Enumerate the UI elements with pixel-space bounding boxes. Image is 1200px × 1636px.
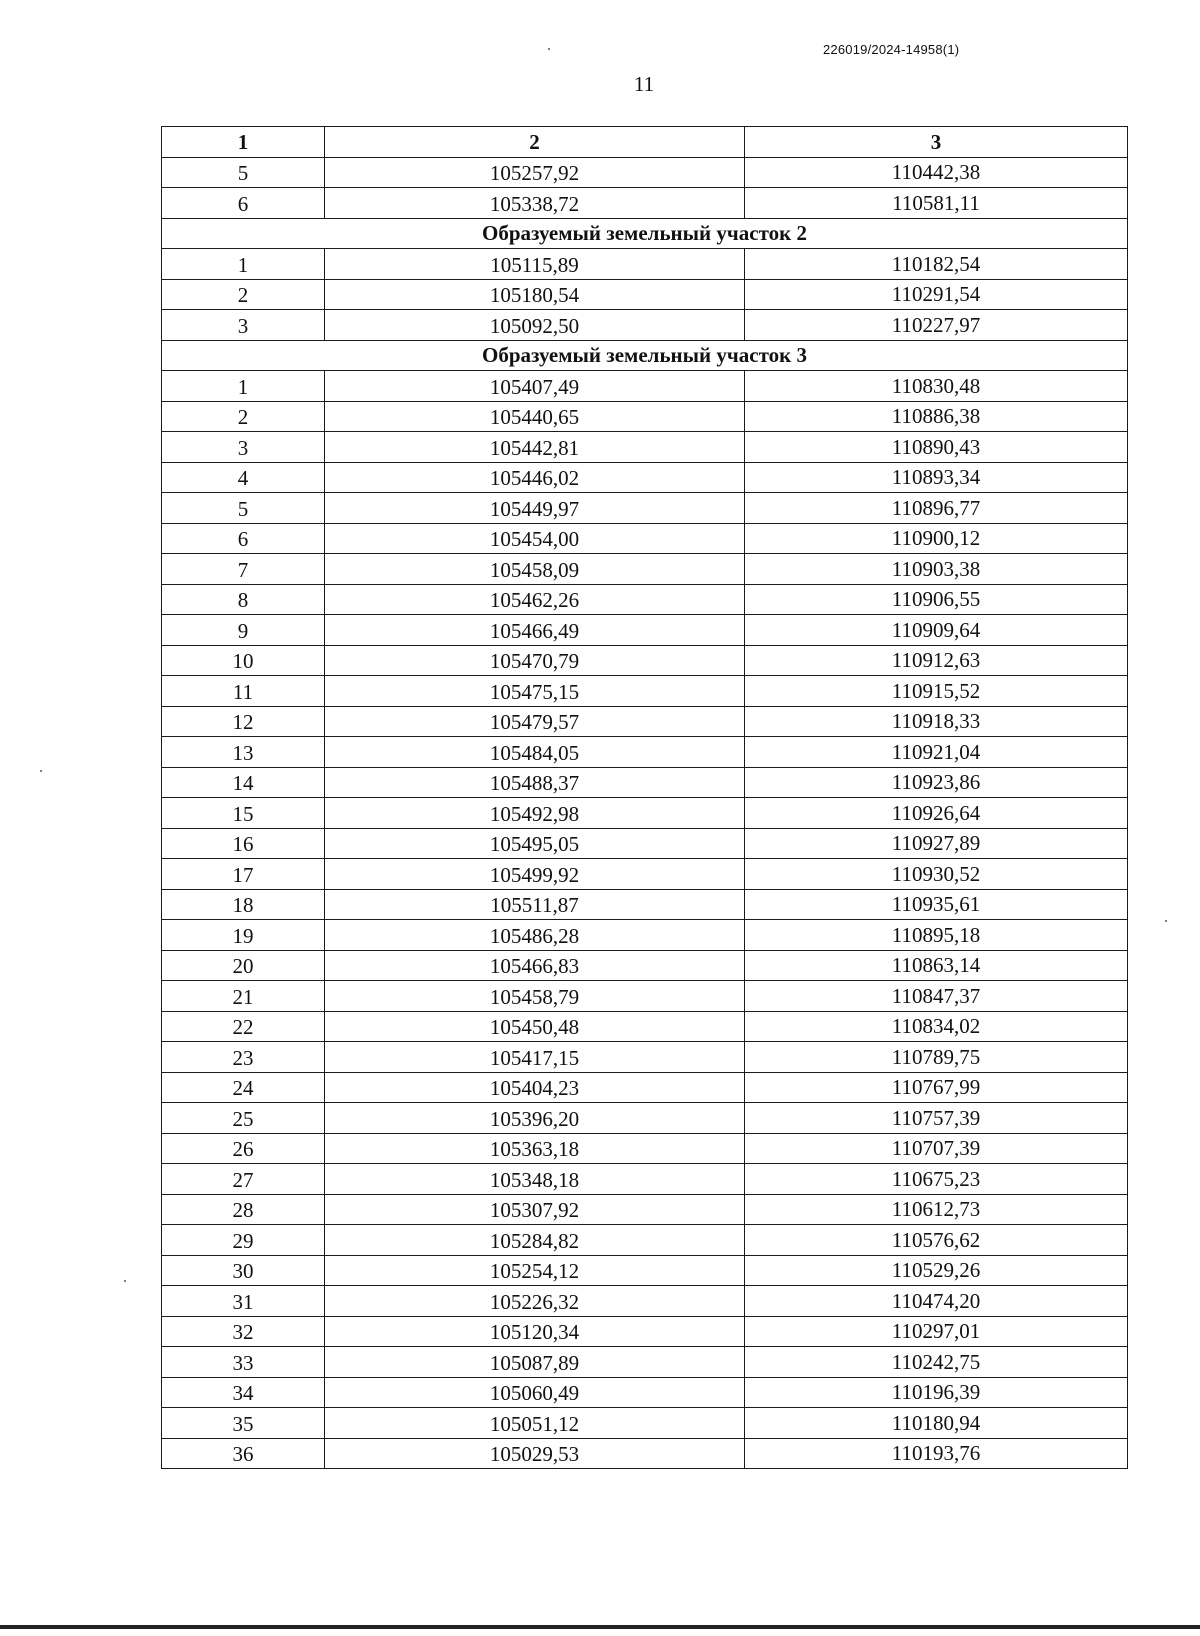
coordinate-y-cell: 110915,52 (745, 676, 1128, 707)
coordinate-x-cell: 105092,50 (325, 310, 745, 341)
coordinate-x-cell: 105284,82 (325, 1225, 745, 1256)
table-body (162, 157, 1128, 1469)
point-number-cell: 30 (162, 1255, 325, 1286)
coordinate-y-cell: 110890,43 (745, 432, 1128, 463)
coordinate-x-cell: 105492,98 (325, 798, 745, 829)
coordinate-y-cell: 110442,38 (745, 157, 1128, 188)
table-row (162, 584, 1128, 615)
coordinate-x-cell: 105488,37 (325, 767, 745, 798)
table-row (162, 1347, 1128, 1378)
point-number-cell: 20 (162, 950, 325, 981)
point-number-cell: 2 (162, 279, 325, 310)
point-number-cell: 9 (162, 615, 325, 646)
coordinate-y-cell: 110906,55 (745, 584, 1128, 615)
point-number-cell: 3 (162, 432, 325, 463)
coordinate-y-cell: 110227,97 (745, 310, 1128, 341)
point-number-cell: 4 (162, 462, 325, 493)
coordinate-x-cell: 105060,49 (325, 1377, 745, 1408)
point-number-cell: 1 (162, 249, 325, 280)
coordinate-y-cell: 110921,04 (745, 737, 1128, 768)
section-title: Образуемый земельный участок 2 (162, 218, 1128, 249)
coordinate-y-cell: 110900,12 (745, 523, 1128, 554)
table-row (162, 1133, 1128, 1164)
coordinate-x-cell: 105226,32 (325, 1286, 745, 1317)
point-number-cell: 24 (162, 1072, 325, 1103)
point-number-cell: 2 (162, 401, 325, 432)
table-row (162, 1072, 1128, 1103)
coordinate-x-cell: 105442,81 (325, 432, 745, 463)
table-row (162, 462, 1128, 493)
coordinate-x-cell: 105029,53 (325, 1438, 745, 1469)
coordinate-x-cell: 105417,15 (325, 1042, 745, 1073)
coordinates-table (161, 126, 1128, 1469)
table-row (162, 310, 1128, 341)
point-number-cell: 16 (162, 828, 325, 859)
table-row (162, 1011, 1128, 1042)
table-row (162, 1255, 1128, 1286)
coordinate-x-cell: 105180,54 (325, 279, 745, 310)
scan-speck (548, 48, 550, 50)
coordinate-x-cell: 105404,23 (325, 1072, 745, 1103)
point-number-cell: 8 (162, 584, 325, 615)
coordinate-y-cell: 110926,64 (745, 798, 1128, 829)
point-number-cell: 34 (162, 1377, 325, 1408)
point-number-cell: 31 (162, 1286, 325, 1317)
table-row (162, 249, 1128, 280)
coordinate-y-cell: 110291,54 (745, 279, 1128, 310)
table-row (162, 706, 1128, 737)
point-number-cell: 14 (162, 767, 325, 798)
coordinate-y-cell: 110242,75 (745, 1347, 1128, 1378)
point-number-cell: 18 (162, 889, 325, 920)
point-number-cell: 36 (162, 1438, 325, 1469)
coordinate-y-cell: 110757,39 (745, 1103, 1128, 1134)
coordinate-x-cell: 105454,00 (325, 523, 745, 554)
coordinate-x-cell: 105051,12 (325, 1408, 745, 1439)
point-number-cell: 28 (162, 1194, 325, 1225)
coordinate-x-cell: 105484,05 (325, 737, 745, 768)
coordinate-y-cell: 110581,11 (745, 188, 1128, 219)
point-number-cell: 21 (162, 981, 325, 1012)
coordinate-y-cell: 110180,94 (745, 1408, 1128, 1439)
point-number-cell: 6 (162, 188, 325, 219)
table-row (162, 432, 1128, 463)
point-number-cell: 15 (162, 798, 325, 829)
point-number-cell: 11 (162, 676, 325, 707)
table-row (162, 859, 1128, 890)
point-number-cell: 17 (162, 859, 325, 890)
coordinate-x-cell: 105120,34 (325, 1316, 745, 1347)
coordinate-x-cell: 105396,20 (325, 1103, 745, 1134)
point-number-cell: 10 (162, 645, 325, 676)
table-row (162, 981, 1128, 1012)
coordinate-x-cell: 105470,79 (325, 645, 745, 676)
table-row (162, 798, 1128, 829)
column-header-3: 3 (745, 127, 1128, 158)
table-row (162, 157, 1128, 188)
point-number-cell: 27 (162, 1164, 325, 1195)
coordinate-x-cell: 105486,28 (325, 920, 745, 951)
coordinate-x-cell: 105499,92 (325, 859, 745, 890)
coordinate-y-cell: 110196,39 (745, 1377, 1128, 1408)
coordinate-x-cell: 105115,89 (325, 249, 745, 280)
section-row (162, 218, 1128, 249)
table-header-row (162, 127, 1128, 158)
coordinate-x-cell: 105450,48 (325, 1011, 745, 1042)
coordinate-x-cell: 105479,57 (325, 706, 745, 737)
table-row (162, 889, 1128, 920)
coordinate-y-cell: 110895,18 (745, 920, 1128, 951)
table-row (162, 1194, 1128, 1225)
coordinate-x-cell: 105257,92 (325, 157, 745, 188)
coordinate-y-cell: 110707,39 (745, 1133, 1128, 1164)
table-row (162, 1377, 1128, 1408)
column-header-1: 1 (162, 127, 325, 158)
page-number: 11 (633, 72, 655, 96)
coordinate-y-cell: 110847,37 (745, 981, 1128, 1012)
coordinate-y-cell: 110927,89 (745, 828, 1128, 859)
coordinate-y-cell: 110182,54 (745, 249, 1128, 280)
point-number-cell: 13 (162, 737, 325, 768)
coordinate-y-cell: 110923,86 (745, 767, 1128, 798)
coordinate-x-cell: 105495,05 (325, 828, 745, 859)
table-row (162, 371, 1128, 402)
coordinate-y-cell: 110830,48 (745, 371, 1128, 402)
coordinate-y-cell: 110612,73 (745, 1194, 1128, 1225)
table-row (162, 615, 1128, 646)
coordinate-x-cell: 105462,26 (325, 584, 745, 615)
coordinate-x-cell: 105511,87 (325, 889, 745, 920)
table-row (162, 1438, 1128, 1469)
scan-speck (40, 770, 42, 772)
scan-speck (1165, 920, 1167, 922)
table-row (162, 279, 1128, 310)
point-number-cell: 3 (162, 310, 325, 341)
coordinate-y-cell: 110935,61 (745, 889, 1128, 920)
point-number-cell: 35 (162, 1408, 325, 1439)
point-number-cell: 1 (162, 371, 325, 402)
point-number-cell: 33 (162, 1347, 325, 1378)
coordinate-y-cell: 110297,01 (745, 1316, 1128, 1347)
coordinate-y-cell: 110886,38 (745, 401, 1128, 432)
table-row (162, 920, 1128, 951)
table-row (162, 1286, 1128, 1317)
coordinate-y-cell: 110576,62 (745, 1225, 1128, 1256)
table-row (162, 1225, 1128, 1256)
coordinate-y-cell: 110767,99 (745, 1072, 1128, 1103)
coordinate-y-cell: 110930,52 (745, 859, 1128, 890)
coordinate-y-cell: 110903,38 (745, 554, 1128, 585)
point-number-cell: 25 (162, 1103, 325, 1134)
table-row (162, 523, 1128, 554)
coordinate-y-cell: 110863,14 (745, 950, 1128, 981)
coordinate-x-cell: 105449,97 (325, 493, 745, 524)
coordinate-x-cell: 105307,92 (325, 1194, 745, 1225)
coordinate-x-cell: 105338,72 (325, 188, 745, 219)
table-row (162, 1042, 1128, 1073)
table-row (162, 767, 1128, 798)
point-number-cell: 22 (162, 1011, 325, 1042)
coordinate-y-cell: 110909,64 (745, 615, 1128, 646)
coordinate-y-cell: 110918,33 (745, 706, 1128, 737)
coordinate-y-cell: 110893,34 (745, 462, 1128, 493)
table-row (162, 737, 1128, 768)
coordinate-y-cell: 110529,26 (745, 1255, 1128, 1286)
point-number-cell: 6 (162, 523, 325, 554)
column-header-2: 2 (325, 127, 745, 158)
point-number-cell: 12 (162, 706, 325, 737)
coordinate-x-cell: 105446,02 (325, 462, 745, 493)
point-number-cell: 5 (162, 157, 325, 188)
coordinate-x-cell: 105466,83 (325, 950, 745, 981)
coordinate-y-cell: 110789,75 (745, 1042, 1128, 1073)
point-number-cell: 5 (162, 493, 325, 524)
coordinate-x-cell: 105407,49 (325, 371, 745, 402)
table-row (162, 1103, 1128, 1134)
coordinate-y-cell: 110193,76 (745, 1438, 1128, 1469)
coordinate-x-cell: 105254,12 (325, 1255, 745, 1286)
document-number: 226019/2024-14958(1) (823, 42, 960, 57)
coordinate-y-cell: 110474,20 (745, 1286, 1128, 1317)
point-number-cell: 26 (162, 1133, 325, 1164)
point-number-cell: 32 (162, 1316, 325, 1347)
table-row (162, 493, 1128, 524)
table-row (162, 676, 1128, 707)
section-row (162, 340, 1128, 371)
table-row (162, 828, 1128, 859)
scan-bottom-edge (0, 1625, 1200, 1629)
point-number-cell: 7 (162, 554, 325, 585)
coordinate-y-cell: 110675,23 (745, 1164, 1128, 1195)
coordinate-x-cell: 105458,09 (325, 554, 745, 585)
scan-speck (124, 1280, 126, 1282)
coordinate-x-cell: 105475,15 (325, 676, 745, 707)
point-number-cell: 23 (162, 1042, 325, 1073)
table-row (162, 554, 1128, 585)
coordinate-x-cell: 105458,79 (325, 981, 745, 1012)
table-row (162, 1164, 1128, 1195)
coordinate-x-cell: 105348,18 (325, 1164, 745, 1195)
table-row (162, 1316, 1128, 1347)
table-row (162, 645, 1128, 676)
coordinate-x-cell: 105440,65 (325, 401, 745, 432)
table-row (162, 188, 1128, 219)
coordinate-x-cell: 105363,18 (325, 1133, 745, 1164)
section-title: Образуемый земельный участок 3 (162, 340, 1128, 371)
table-row (162, 1408, 1128, 1439)
coordinate-x-cell: 105466,49 (325, 615, 745, 646)
coordinate-y-cell: 110896,77 (745, 493, 1128, 524)
table-row (162, 401, 1128, 432)
coordinate-y-cell: 110912,63 (745, 645, 1128, 676)
point-number-cell: 29 (162, 1225, 325, 1256)
table-row (162, 950, 1128, 981)
coordinate-y-cell: 110834,02 (745, 1011, 1128, 1042)
point-number-cell: 19 (162, 920, 325, 951)
coordinate-x-cell: 105087,89 (325, 1347, 745, 1378)
